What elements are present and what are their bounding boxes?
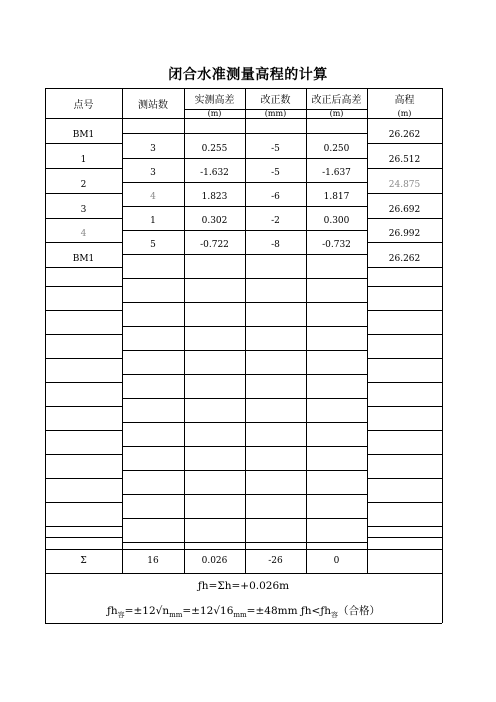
grid-line: [122, 302, 367, 303]
elevation-value: 26.992: [388, 228, 421, 239]
grid-line: [367, 88, 368, 573]
segment-stations: 4: [150, 192, 156, 202]
segment-corrected: 1.817: [323, 192, 350, 202]
grid-line: [367, 286, 442, 287]
segment-stations: 1: [150, 216, 156, 226]
segment-measured: 1.823: [201, 192, 228, 202]
grid-line: [122, 446, 367, 447]
header-corrected-unit: (m): [329, 109, 344, 118]
grid-line: [184, 88, 185, 573]
header-stations: 测站数: [138, 99, 168, 111]
grid-line: [367, 310, 442, 311]
grid-line: [45, 286, 122, 287]
grid-line: [45, 143, 122, 144]
segment-corrected: -0.732: [322, 240, 351, 250]
grid-line: [367, 406, 442, 407]
segment-measured: 0.255: [201, 144, 228, 154]
point-name: BM1: [72, 129, 95, 140]
grid-line: [306, 88, 307, 573]
grid-line: [45, 358, 122, 359]
header-measured-diff: 实测高差: [194, 95, 235, 106]
segment-stations: 3: [150, 144, 156, 154]
elevation-value: 26.262: [388, 253, 421, 264]
grid-line: [122, 278, 367, 279]
grid-line: [45, 623, 442, 624]
elevation-value: 24.875: [388, 179, 421, 190]
grid-line: [45, 573, 442, 574]
point-name: 1: [80, 154, 87, 165]
grid-line: [45, 526, 122, 527]
grid-line: [45, 549, 122, 550]
page-title: 闭合水准测量高程的计算: [168, 67, 328, 83]
elevation-value: 26.692: [388, 204, 421, 215]
grid-line: [367, 334, 442, 335]
grid-line: [367, 382, 442, 383]
grid-line: [367, 193, 442, 194]
segment-correction: -6: [271, 192, 280, 202]
grid-line: [122, 206, 367, 207]
header-corrected-diff: 改正后高差: [311, 95, 362, 106]
point-name: 3: [80, 204, 87, 215]
grid-line: [45, 454, 122, 455]
grid-line: [367, 358, 442, 359]
point-name: 4: [80, 228, 87, 239]
grid-line: [367, 168, 442, 169]
grid-line: [367, 218, 442, 219]
grid-line: [367, 502, 442, 503]
grid-line: [122, 350, 367, 351]
grid-line: [122, 133, 367, 134]
grid-line: [122, 542, 367, 543]
segment-correction: -2: [271, 216, 280, 226]
grid-line: [45, 382, 122, 383]
segment-corrected: 0.300: [323, 216, 350, 226]
grid-line: [122, 158, 367, 159]
grid-line: [45, 406, 122, 407]
grid-line: [367, 526, 442, 527]
segment-corrected: 0.250: [323, 144, 350, 154]
grid-line: [122, 398, 367, 399]
grid-line: [45, 218, 122, 219]
tolerance-formula: $ƒh_容=\pm 12√n_{mm}=\pm 12√16_{mm}=\pm 48mm$ $ƒh<ƒh_容$（合格）: [107, 605, 380, 620]
header-correction: 改正数: [260, 95, 291, 106]
grid-line: [122, 254, 367, 255]
grid-line: [45, 168, 122, 169]
point-name: 2: [80, 179, 87, 190]
grid-line: [45, 242, 122, 243]
point-name: BM1: [72, 253, 95, 264]
grid-line: [122, 326, 367, 327]
segment-corrected: -1.637: [322, 168, 351, 178]
grid-line: [367, 454, 442, 455]
header-elevation-unit: (m): [397, 109, 412, 118]
grid-line: [367, 118, 442, 119]
leveling-table: [45, 88, 442, 624]
grid-line: [367, 267, 442, 268]
header-elevation: 高程: [394, 95, 415, 106]
sum-corrected: 0: [333, 556, 340, 566]
sum-stations: 16: [147, 556, 159, 566]
sum-measured: 0.026: [201, 556, 228, 566]
grid-line: [45, 478, 122, 479]
grid-line: [45, 88, 442, 89]
grid-line: [122, 118, 367, 119]
grid-line: [367, 242, 442, 243]
grid-line: [122, 518, 367, 519]
grid-line: [122, 549, 367, 550]
grid-line: [367, 143, 442, 144]
grid-line: [122, 374, 367, 375]
elevation-value: 26.512: [388, 154, 421, 165]
segment-stations: 5: [150, 240, 156, 250]
grid-line: [442, 88, 443, 623]
grid-line: [45, 310, 122, 311]
segment-correction: -5: [271, 144, 280, 154]
grid-line: [122, 422, 367, 423]
segment-correction: -5: [271, 168, 280, 178]
header-measured-unit: (m): [207, 109, 222, 118]
grid-line: [367, 478, 442, 479]
grid-line: [45, 334, 122, 335]
segment-measured: -1.632: [200, 168, 229, 178]
grid-line: [45, 430, 122, 431]
segment-stations: 3: [150, 168, 156, 178]
grid-line: [367, 549, 442, 550]
segment-measured: -0.722: [200, 240, 229, 250]
grid-line: [45, 537, 122, 538]
grid-line: [184, 109, 367, 110]
grid-line: [245, 88, 246, 573]
grid-line: [122, 88, 123, 573]
grid-line: [122, 230, 367, 231]
grid-line: [122, 470, 367, 471]
grid-line: [122, 494, 367, 495]
grid-line: [45, 267, 122, 268]
grid-line: [45, 502, 122, 503]
segment-correction: -8: [271, 240, 280, 250]
closure-error-formula: ƒh=Σh=+0.026m: [197, 580, 290, 592]
sum-label: Σ: [80, 556, 87, 566]
header-point: 点号: [73, 99, 94, 111]
grid-line: [122, 182, 367, 183]
grid-line: [367, 537, 442, 538]
grid-line: [45, 193, 122, 194]
grid-line: [45, 118, 122, 119]
elevation-value: 26.262: [388, 129, 421, 140]
sum-correction: -26: [268, 556, 283, 566]
segment-measured: 0.302: [201, 216, 228, 226]
header-correction-unit: (mm): [264, 109, 287, 118]
grid-line: [367, 430, 442, 431]
